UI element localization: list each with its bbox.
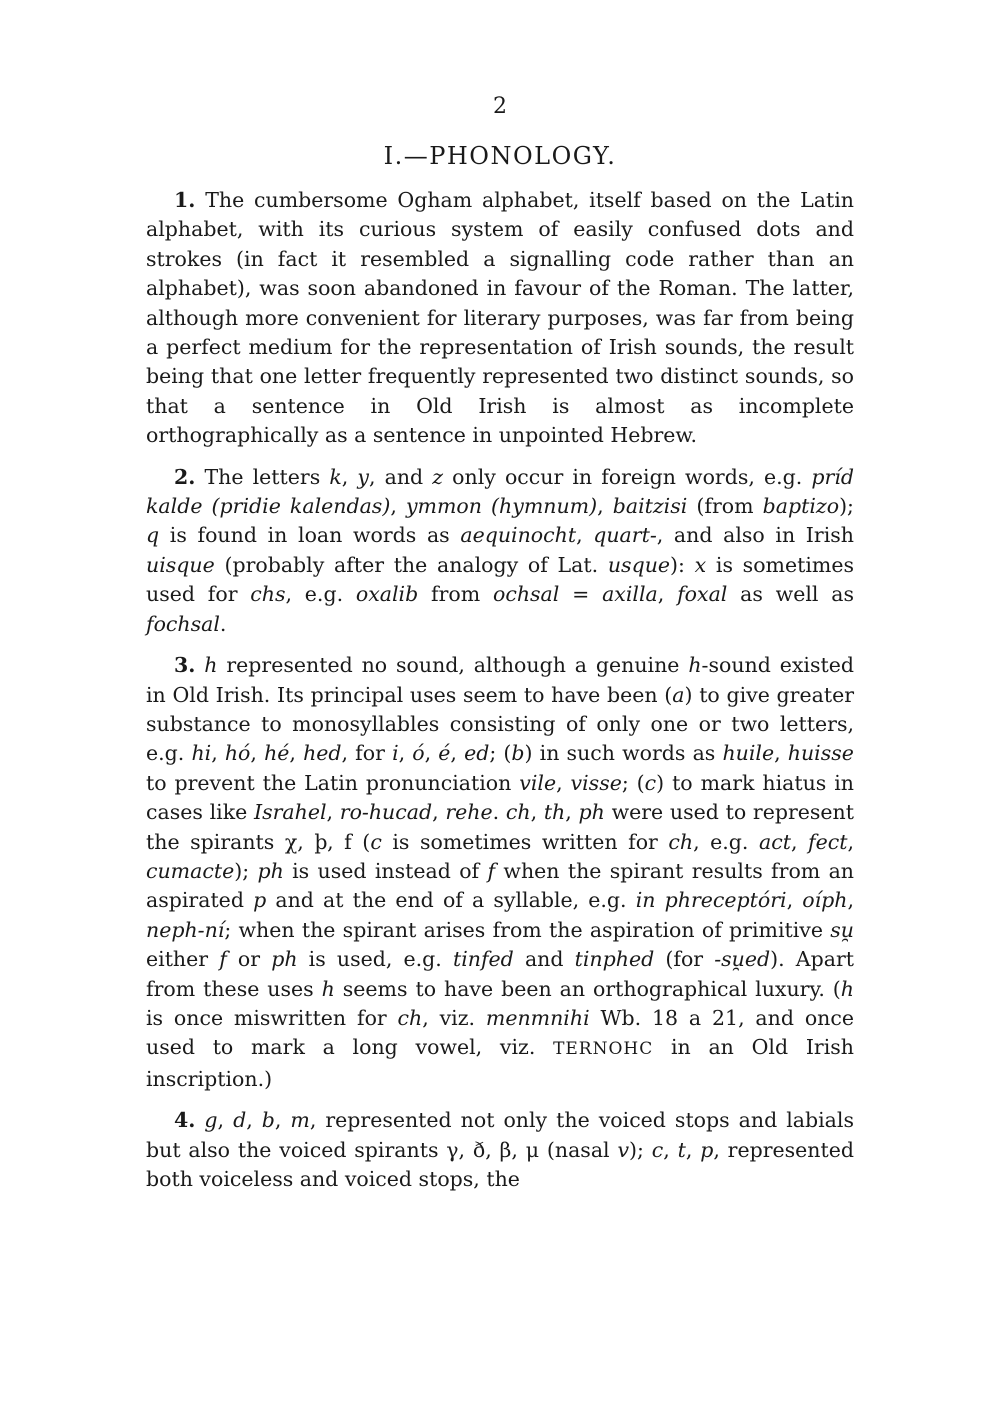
text-run: is used, e.g.: [297, 947, 453, 972]
italic-term: huisse: [787, 741, 854, 766]
italic-term: tinphed: [574, 947, 655, 972]
italic-term: visse: [570, 770, 622, 795]
text-run: , and also in Irish: [656, 523, 854, 548]
page: [146, 92, 854, 1206]
italic-term: h: [321, 976, 335, 1001]
italic-term: ph: [271, 947, 298, 972]
text-run: );: [629, 1137, 652, 1162]
italic-term: neph-ní: [146, 917, 225, 942]
italic-term: baitzisi: [612, 494, 688, 519]
page-number: 2: [493, 94, 507, 119]
italic-term: h: [204, 653, 218, 678]
text-run: ,: [326, 800, 340, 825]
text-run: either: [146, 947, 220, 972]
text-run: );: [234, 858, 258, 883]
text-run: ,: [847, 888, 854, 913]
text-run: in an Old Irish inscription.): [146, 1035, 854, 1091]
text-run: ,: [211, 741, 225, 766]
text-run: (from: [687, 494, 763, 519]
italic-term: f: [219, 947, 227, 972]
text-run: is sometimes written for: [381, 829, 669, 854]
italic-term: oíph: [802, 888, 848, 913]
italic-term: c: [370, 829, 382, 854]
text-run: and at the end of a syllable, e.g.: [266, 888, 636, 913]
italic-term: ochsal: [493, 582, 560, 607]
paragraph-3: [146, 651, 854, 1094]
text-run: [195, 653, 204, 677]
italic-term: y: [357, 464, 369, 489]
italic-term: fect: [808, 829, 848, 854]
italic-term: v: [617, 1137, 630, 1162]
italic-term: c: [644, 770, 657, 795]
italic-term: Israhel: [254, 800, 327, 825]
italic-term: ymmon (hymnum): [405, 494, 598, 519]
text-run: The letters: [195, 464, 330, 489]
text-run: when the spirant results from an aspirated: [146, 858, 854, 913]
italic-term: vile: [519, 770, 557, 795]
italic-term: quart-: [593, 523, 657, 548]
inscription-text: TERNOHC: [553, 1039, 654, 1060]
italic-term: q: [146, 523, 160, 548]
italic-term: uisque: [146, 552, 215, 577]
text-run: ,: [250, 741, 265, 766]
italic-term: th: [543, 800, 566, 825]
italic-term: hed: [303, 741, 342, 766]
text-run: ):: [670, 552, 695, 577]
text-run: ,: [774, 741, 788, 766]
italic-term: hi: [191, 741, 212, 766]
text-run: ,: [847, 829, 854, 854]
italic-term: ch: [668, 829, 694, 854]
italic-term: rehe: [445, 800, 493, 825]
text-run: ). Apart from these uses: [146, 947, 854, 1001]
italic-term: c: [651, 1137, 664, 1162]
text-run: and: [513, 947, 575, 972]
text-run: ,: [597, 494, 613, 519]
text-run: is sometimes used for: [146, 552, 854, 607]
text-run: ,: [450, 741, 465, 766]
italic-term: ch: [397, 1005, 423, 1030]
text-run: ) to give greater substance to monosyllables consisting of only one or two letters, e.g.: [146, 682, 854, 766]
italic-term: hé: [264, 741, 290, 766]
italic-term: ro-hucad: [339, 800, 433, 825]
text-run: ,: [790, 829, 809, 854]
italic-term: su̯: [830, 917, 854, 942]
text-run: ,: [398, 741, 413, 766]
italic-term: p: [253, 888, 267, 913]
text-run: represented no sound, although a genuine: [217, 653, 689, 678]
italic-term: axilla: [602, 582, 658, 607]
italic-term: z: [432, 464, 444, 489]
text-run: or: [226, 947, 272, 972]
text-run: only occur in foreign words, e.g.: [443, 464, 812, 489]
text-run: (for: [654, 947, 715, 972]
text-run: );: [839, 494, 854, 519]
text-run: , represented both voiceless and voiced stops, the: [146, 1137, 854, 1191]
text-run: ; (: [489, 741, 512, 766]
paragraph-number: 4.: [174, 1108, 196, 1133]
italic-term: k: [329, 464, 342, 489]
italic-term: b: [261, 1108, 275, 1133]
text-run: as well as: [727, 582, 854, 607]
italic-term: f: [487, 858, 496, 883]
text-run: is used instead of: [283, 858, 488, 883]
italic-term: m: [290, 1108, 310, 1133]
paragraph-4: [146, 1106, 854, 1194]
text-run: The cumbersome Ogham alphabet, itself based on the Latin alphabet, with its curious system of easily confused dots and strokes (in fact it resembled a signalling code rather than an alphabet), was soon abandoned in favour of the Roman. The latter, although more convenient for literary purposes, was far from being a perfect medium for the representation of Irish sounds, the result being that one letter frequently represented two distinct sounds, so that a sentence in Old Irish is almost as incomplete orthographically as a sentence in unpointed Hebrew.: [146, 188, 854, 448]
italic-term: foxal: [677, 582, 728, 607]
text-run: ; (: [621, 770, 645, 795]
italic-term: cumacte: [146, 858, 235, 883]
italic-term: príd kalde (pridie kalendas): [146, 464, 854, 519]
text-run: is once miswritten for: [146, 1005, 398, 1030]
text-run: ,: [786, 888, 803, 913]
text-run: ,: [341, 464, 358, 489]
text-run: ; when the spirant arises from the aspiration of primitive: [224, 917, 831, 942]
body-text: [146, 186, 854, 1194]
italic-term: ed: [464, 741, 490, 766]
italic-term: hó: [224, 741, 251, 766]
paragraph-1: [146, 186, 854, 451]
italic-term: a: [672, 682, 685, 707]
section-title: I.—PHONOLOGY.: [383, 142, 617, 170]
text-run: from: [418, 582, 493, 607]
italic-term: h: [688, 653, 702, 678]
text-run: to prevent the Latin pronunciation: [146, 770, 520, 795]
italic-term: act: [758, 829, 791, 854]
italic-term: h: [840, 976, 854, 1001]
italic-term: -su̯ed: [714, 947, 771, 972]
italic-term: é: [438, 741, 451, 766]
italic-term: ch: [505, 800, 531, 825]
italic-term: baptizo: [762, 494, 840, 519]
italic-term: g: [204, 1108, 218, 1133]
italic-term: d: [233, 1108, 247, 1133]
italic-term: x: [694, 552, 707, 577]
text-run: were used to represent the spirants χ, þ, f (: [146, 800, 854, 854]
italic-term: chs: [250, 582, 286, 607]
text-run: ,: [432, 800, 446, 825]
italic-term: t: [677, 1137, 686, 1162]
italic-term: ph: [578, 800, 605, 825]
italic-term: aequinocht: [460, 523, 577, 548]
text-run: -sound existed in Old Irish. Its principal uses seem to have been (: [146, 653, 854, 707]
text-run: is found in loan words as: [159, 523, 461, 548]
text-run: ,: [424, 741, 439, 766]
text-run: ) in such words as: [524, 741, 723, 766]
text-run: ,: [663, 1137, 678, 1162]
italic-term: menmnihi: [485, 1005, 590, 1030]
text-run: ,: [657, 582, 678, 607]
italic-term: fochsal: [146, 611, 220, 636]
text-run: ,: [390, 494, 406, 519]
text-run: ,: [530, 800, 544, 825]
text-run: =: [559, 582, 603, 607]
paragraph-number: 2.: [174, 464, 196, 489]
italic-term: tinfed: [452, 947, 514, 972]
text-run: .: [492, 800, 506, 825]
text-run: , e.g.: [285, 582, 356, 607]
italic-term: oxalib: [355, 582, 419, 607]
text-run: , represented not only the voiced stops and labials but also the voiced spirants γ, ð, β, μ (nasal: [146, 1108, 854, 1162]
text-run: seems to have been an orthographical luxury. (: [334, 976, 841, 1001]
text-run: ,: [685, 1137, 701, 1162]
italic-term: in phreceptóri: [635, 888, 787, 913]
text-run: ,: [246, 1108, 262, 1133]
text-run: (probably after the analogy of Lat.: [214, 552, 608, 577]
text-run: ,: [217, 1108, 234, 1133]
text-run: , and: [368, 464, 433, 489]
paragraph-2: [146, 463, 854, 639]
italic-term: b: [511, 741, 525, 766]
italic-term: usque: [607, 552, 671, 577]
text-run: , e.g.: [693, 829, 759, 854]
paragraph-number: 1.: [174, 188, 196, 212]
italic-term: huile: [722, 741, 775, 766]
text-run: ,: [565, 800, 579, 825]
text-run: , viz.: [422, 1005, 486, 1030]
italic-term: i: [392, 741, 399, 766]
text-run: , for: [341, 741, 393, 766]
text-run: ,: [289, 741, 304, 766]
text-run: ) to mark hiatus in cases like: [146, 770, 854, 825]
text-run: Wb. 18 a 21, and once used to mark a long vowel, viz.: [146, 1005, 854, 1060]
italic-term: ó: [412, 741, 425, 766]
text-run: ,: [556, 770, 571, 795]
text-run: .: [219, 611, 227, 636]
text-run: ,: [274, 1108, 291, 1133]
italic-term: ph: [257, 858, 284, 883]
italic-term: p: [700, 1137, 714, 1162]
text-run: ,: [576, 523, 594, 548]
paragraph-number: 3.: [174, 653, 196, 678]
